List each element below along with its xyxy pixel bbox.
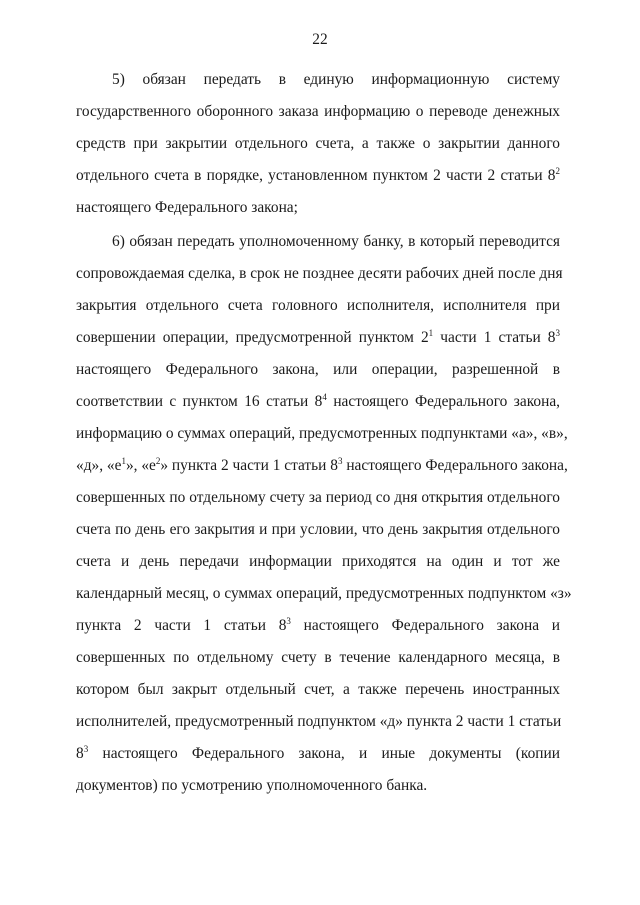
text-line: котором был закрыт отдельный счет, а также перечень иностранных bbox=[76, 681, 560, 698]
text-line: $8^3$ настоящего Федерального закона, и иные документы (копии bbox=[76, 744, 560, 762]
text-line: пункта 2 части 1 статьи $8^3$ настоящего Федерального закона и bbox=[76, 616, 560, 634]
text-line: отдельного счета в порядке, установленном пунктом 2 части 2 статьи $8^2$ bbox=[76, 166, 560, 184]
text-line: настоящего Федерального закона; bbox=[76, 199, 298, 216]
text-line: календарный месяц, о суммах операций, предусмотренных подпунктом «з» bbox=[76, 585, 572, 602]
superscript: 1 bbox=[428, 328, 434, 338]
text-line: совершенных по отдельному счету в течение календарного месяца, в bbox=[76, 649, 560, 666]
page-number: 22 bbox=[312, 31, 328, 48]
text-line: совершенных по отдельному счету за период со дня открытия отдельного bbox=[76, 489, 560, 506]
text-line: исполнителей, предусмотренный подпунктом «д» пункта 2 части 1 статьи bbox=[76, 713, 562, 730]
text-line: государственного оборонного заказа информацию о переводе денежных bbox=[76, 103, 560, 120]
superscript: 3 bbox=[337, 456, 343, 466]
text-line: счета и день передачи информации приходятся на один и тот же bbox=[76, 553, 560, 570]
text-line: 6) обязан передать уполномоченному банку, в который переводится bbox=[112, 233, 560, 250]
text-line: соответствии с пунктом 16 статьи $8^4$ настоящего Федерального закона, bbox=[76, 392, 560, 410]
superscript: 1 bbox=[121, 456, 126, 466]
superscript: 4 bbox=[322, 392, 327, 402]
text-line: настоящего Федерального закона, или операции, разрешенной в bbox=[76, 361, 560, 378]
text-line: 5) обязан передать в единую информационную систему bbox=[112, 71, 560, 88]
text-line: счета по день его закрытия и при условии, что день закрытия отдельного bbox=[76, 521, 560, 538]
superscript: 3 bbox=[83, 744, 89, 754]
text-line: закрытия отдельного счета головного исполнителя, исполнителя при bbox=[76, 297, 560, 314]
superscript: 3 bbox=[286, 616, 291, 626]
text-line: средств при закрытии отдельного счета, а также о закрытии данного bbox=[76, 135, 560, 152]
text-line: сопровождаемая сделка, в срок не позднее десяти рабочих дней после дня bbox=[76, 265, 563, 282]
superscript: 3 bbox=[555, 328, 560, 338]
text-line: «д», «$е^1$», «$е^2$» пункта 2 части 1 статьи $8^3$ настоящего Федерального закона, bbox=[76, 456, 568, 474]
superscript: 2 bbox=[555, 166, 560, 176]
text-line: совершении операции, предусмотренной пунктом $2^1$ части 1 статьи $8^3$ bbox=[76, 328, 560, 346]
superscript: 2 bbox=[155, 456, 161, 466]
text-line: информацию о суммах операций, предусмотренных подпунктами «а», «в», bbox=[76, 425, 568, 442]
text-line: документов) по усмотрению уполномоченного банка. bbox=[76, 777, 428, 794]
